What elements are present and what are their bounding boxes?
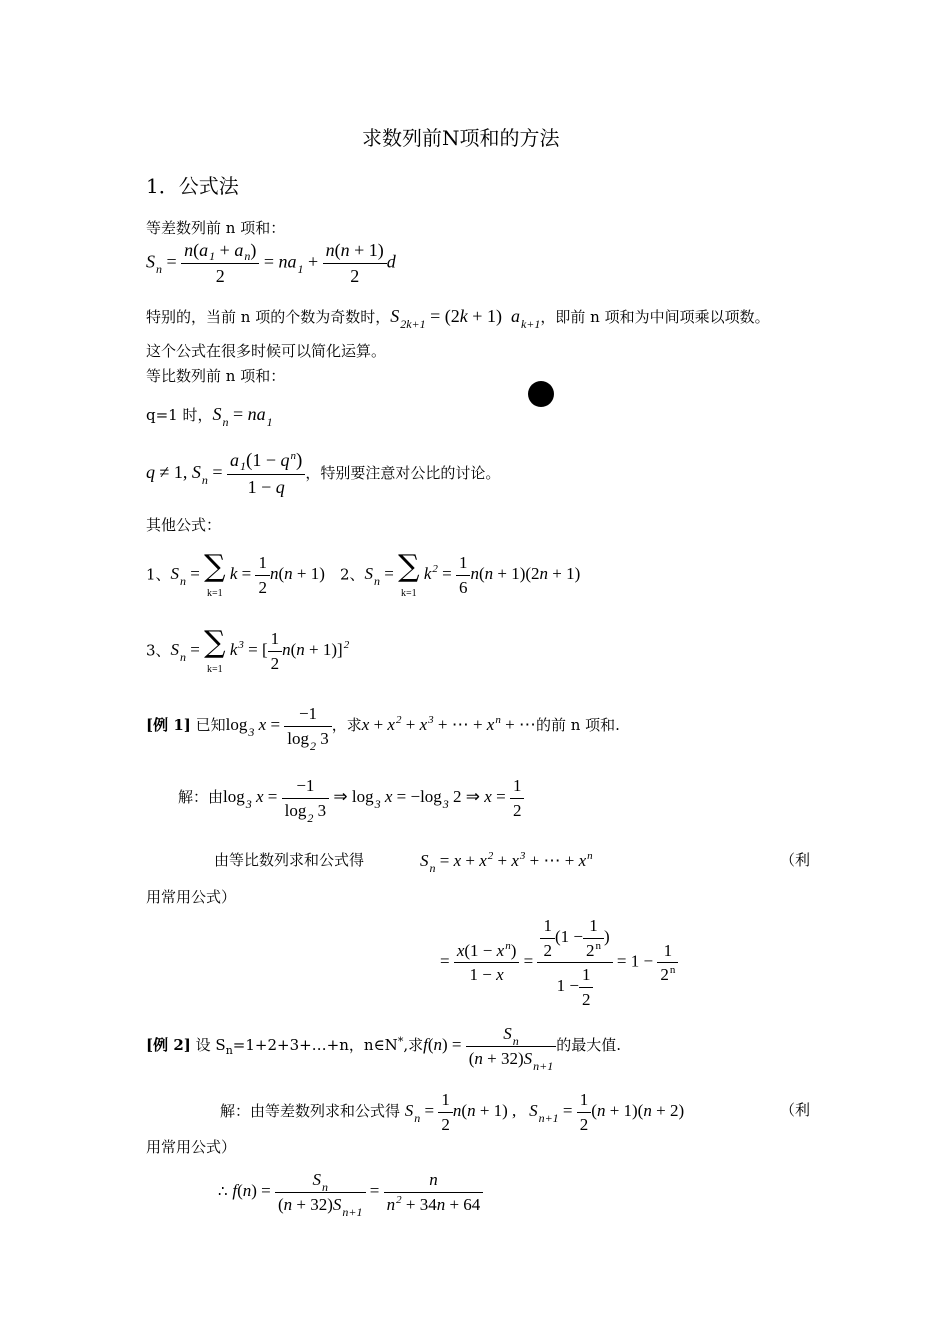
solution-2-result: ∴ f(n) = $\frac{S_n}{(n + 32)S_{n+1}}$ = $\frac{n}{n^2 + 34n + 64}$ [218, 1170, 483, 1214]
example-2: [例 2] 设 $S_n=1+2+3+\dots+n$，n∈N*,求f(n) = $\frac{S_n}{(n + 32)S_{n+1}}$ 的最大值. [146, 1024, 622, 1073]
geo-label: 等比数列前 n 项和： [146, 367, 286, 385]
other-label: 其他公式： [146, 516, 222, 534]
solution-2: 解：由等差数列求和公式得 $S_n$ = $\frac{1}{2}$ n(n + 1) , $S_{n+1}$ = $\frac{1}{2}$ (n + 1)(n + 2) [220, 1090, 685, 1134]
solution-1-line2: 由等比数列求和公式得 [214, 851, 365, 869]
qne1-line: q ≠ 1, $S_n$ = $\frac{a_1(1 - q^n)}{1 - q}$ ，特别要注意对公比的讨论。 [146, 450, 501, 497]
formula-sum-k: 1、$S_n$ = ∑ k=1 k = $\frac{1}{2}$ n(n + 1) [146, 549, 325, 599]
section-heading: 1．公式法 [146, 174, 239, 198]
q1-line: q=1 时，$S_n = na_1$ [146, 404, 273, 429]
geo-sum-result: = $\frac{x(1 - x^n)}{1 - x}$ = $\frac{1}{2}$ (1 − $\frac{1}{2^n}$ ) 1 − $\frac{1}{2}$ = 1 − $\frac{1}{2^n}$ [440, 916, 678, 1009]
arith-label: 等差数列前 n 项和： [146, 219, 286, 237]
arith-formula: $S_n$ = $\frac{n(a_1 + a_n)}{2}$ = $na_1$ + $\frac{n(n + 1)}{2}$ d [146, 240, 396, 286]
solution-1: 解：由$\log_3 x$ = $\frac{-1}{\log_2 3}$ ⇒ $\log_3 x = -\log_3$ 2 ⇒ x = $\frac{1}{2}$ [178, 776, 524, 820]
use-formula-note-cont: 用常用公式） [146, 888, 237, 906]
formula-sum-k3: 3、$S_n$ = ∑ k=1 $k^3$ = [ $\frac{1}{2}$ n(n + 1)]$^2$ [146, 625, 350, 675]
use-formula-note-2: （利 [780, 1101, 811, 1119]
decorative-dot [528, 381, 554, 407]
use-formula-note-2-cont: 用常用公式） [146, 1138, 237, 1156]
example-1: [例 1] 已知$\log_3 x$ = $\frac{-1}{\log_2 3}$ ，求$x + x^2 + x^3$ + ⋯ + $x^n$ + ⋯的前 n 项和. [146, 704, 620, 753]
special-note: 特别的，当前 n 项的个数为奇数时，$S_{2k+1} = (2k + 1)$ $a_{k+1}$，即前 n 项和为中间项乘以项数。 [146, 306, 770, 331]
formula-sum-k2: 2、$S_n$ = ∑ k=1 $k^2$ = $\frac{1}{6}$ n(n + 1)(2n + 1) [340, 549, 581, 599]
use-formula-note: （利 [780, 851, 811, 869]
simplify-note: 这个公式在很多时候可以简化运算。 [146, 342, 387, 360]
page-title: 求数列前N项和的方法 [362, 126, 560, 150]
geo-sum-expression: $S_n = x + x^2 + x^3$ + ⋯ + $x^n$ [420, 850, 593, 875]
